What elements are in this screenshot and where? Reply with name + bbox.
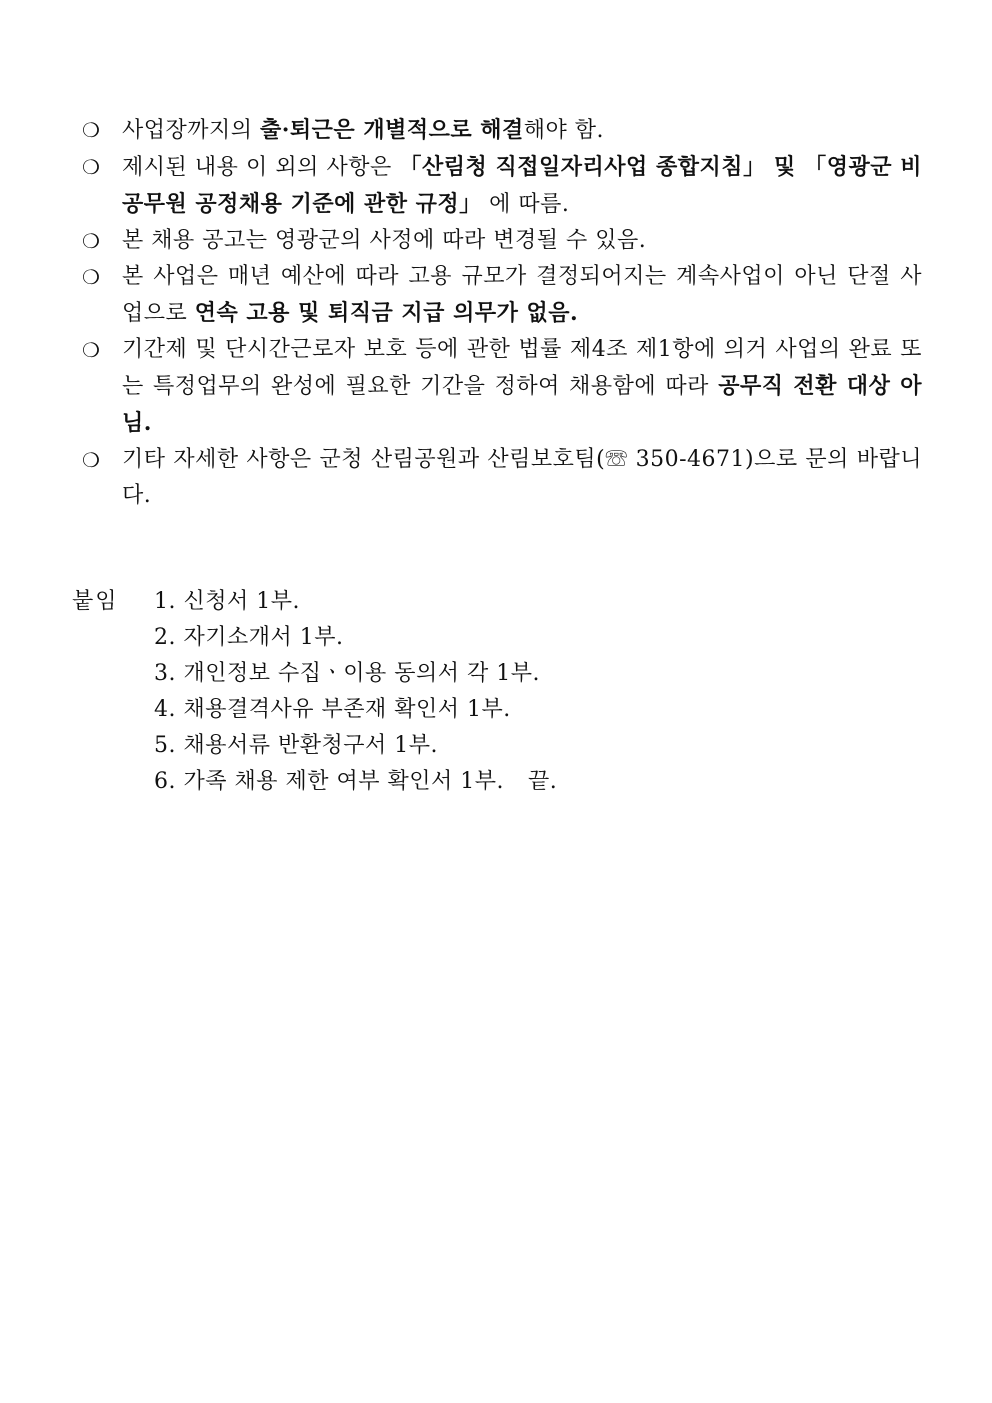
bullet-text: [122, 259, 922, 332]
bullet-segment: 제시된 내용 이 외의 사항은: [122, 155, 400, 180]
bullet-item: [82, 259, 922, 332]
bullet-segment: 에 따름.: [481, 192, 570, 217]
attachment-item: 5. 채용서류 반환청구서 1부.: [154, 733, 438, 758]
attachments-list: [154, 584, 557, 800]
bullet-text: [122, 149, 922, 223]
bullet-segment-bold: 연속 고용 및 퇴직금 지급 의무가 없음.: [194, 300, 579, 326]
bullet-segment-bold: 「산림청 직접일자리사업 종합지침」 및 「영광군 비공무원 공정채용 기준에 관한 규정」: [122, 154, 922, 217]
attachment-item: 4. 채용결격사유 부존재 확인서 1부.: [154, 697, 511, 722]
bullet-segment: 본 사업은 매년 예산에 따라 고용 규모가 결정되어지는 계속사업이 아닌 단절 사업으로: [122, 264, 922, 326]
bullet-text: [122, 332, 922, 442]
bullet-item: [82, 223, 922, 259]
bullet-segment: 본 채용 공고는 영광군의 사정에 따라 변경될 수 있음.: [122, 228, 647, 253]
bullet-segment: 해야 함.: [523, 118, 605, 143]
circle-bullet-icon: ❍: [82, 118, 100, 142]
end-mark: 끝.: [527, 769, 558, 794]
attachments-label: 붙임: [72, 589, 119, 614]
circle-bullet-icon: ❍: [82, 155, 100, 179]
bullet-segment: 사업장까지의: [122, 118, 261, 143]
bullet-item: [82, 442, 922, 514]
attachment-item: 2. 자기소개서 1부.: [154, 625, 344, 650]
bullet-item: [82, 149, 922, 223]
bullet-segment-bold: 공무직 전환 대상 아님.: [122, 373, 922, 436]
circle-bullet-icon: ❍: [82, 229, 100, 253]
circle-bullet-icon: ❍: [82, 448, 100, 472]
attachment-item: 1. 신청서 1부.: [154, 589, 300, 614]
bullet-text: [122, 223, 922, 259]
bullet-item: [82, 112, 922, 149]
bullet-item: [82, 332, 922, 442]
attachment-item-text: 6. 가족 채용 제한 여부 확인서 1부.: [154, 769, 504, 794]
attachment-item: 3. 개인정보 수집ㆍ이용 동의서 각 1부.: [154, 661, 540, 686]
circle-bullet-icon: ❍: [82, 338, 100, 362]
notice-bullet-list: [82, 112, 922, 514]
bullet-segment-bold: 출·퇴근은 개별적으로 해결: [260, 117, 524, 143]
bullet-text: [122, 112, 922, 149]
bullet-segment: 기타 자세한 사항은 군청 산림공원과 산림보호팀(☏ 350-4671)으로 문의 바랍니다.: [122, 447, 922, 508]
circle-bullet-icon: ❍: [82, 265, 100, 289]
bullet-text: [122, 442, 922, 514]
attachment-item-last: [154, 764, 557, 800]
bullet-segment: 기간제 및 단시간근로자 보호 등에 관한 법률 제4조 제1항에 의거 사업의 완료 또는 특정업무의 완성에 필요한 기간을 정하여 채용함에 따라: [122, 337, 922, 399]
